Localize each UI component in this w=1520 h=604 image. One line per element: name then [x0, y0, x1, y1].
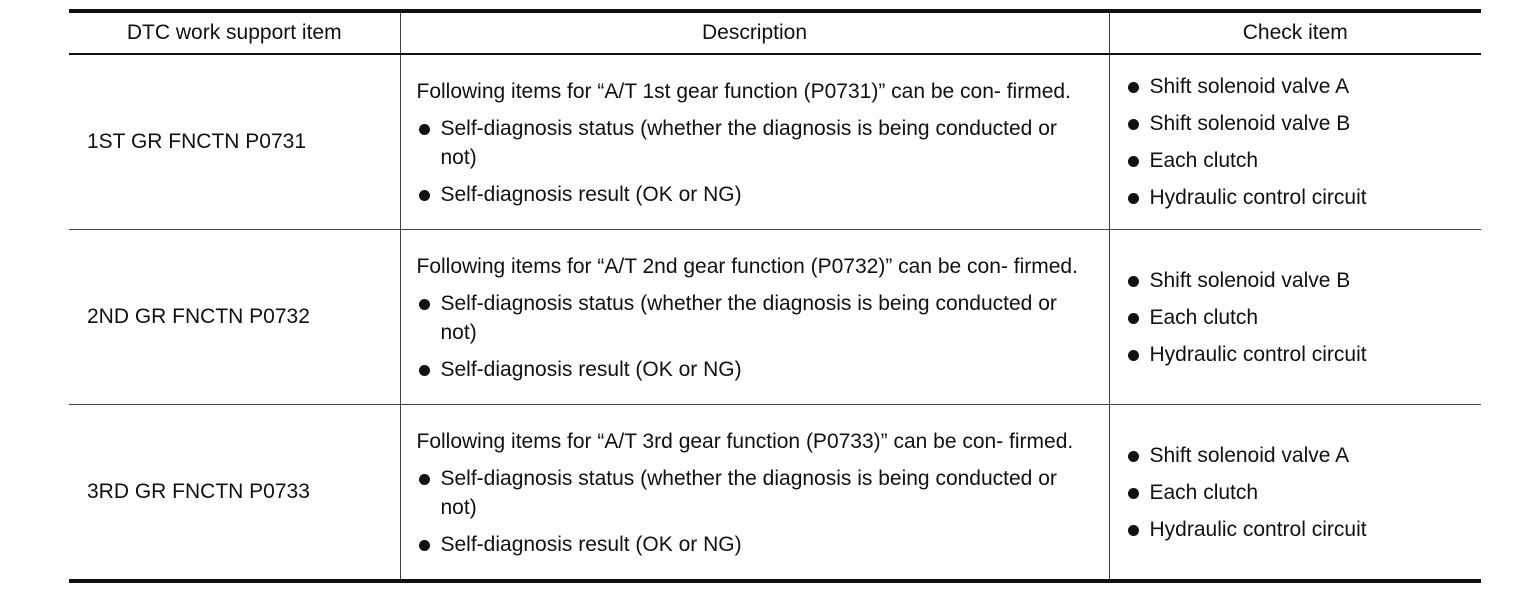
- description-cell: [400, 405, 1109, 582]
- table-header: [69, 11, 1481, 54]
- check-item: Shift solenoid valve B: [1126, 109, 1472, 138]
- check-item: Each clutch: [1126, 478, 1472, 507]
- table-row: [69, 230, 1481, 405]
- description-bullet: Self-diagnosis status (whether the diagnosis is being conducted or not): [417, 289, 1095, 347]
- check-item-cell: [1109, 405, 1481, 582]
- header-row: [69, 11, 1481, 54]
- description-cell: [400, 54, 1109, 230]
- check-item: Hydraulic control circuit: [1126, 183, 1472, 212]
- dtc-item-cell: 1ST GR FNCTN P0731: [87, 130, 307, 153]
- header-check-item: Check item: [1109, 11, 1481, 54]
- check-item-cell: [1109, 54, 1481, 230]
- check-item-list: [1126, 266, 1472, 369]
- description-bullet: Self-diagnosis result (OK or NG): [417, 355, 1095, 384]
- check-item: Each clutch: [1126, 303, 1472, 332]
- description-list: [417, 464, 1095, 559]
- description-list: [417, 289, 1095, 384]
- description-bullet: Self-diagnosis result (OK or NG): [417, 530, 1095, 559]
- dtc-work-support-table: [69, 9, 1481, 583]
- check-item: Shift solenoid valve B: [1126, 266, 1472, 295]
- check-item: Shift solenoid valve A: [1126, 72, 1472, 101]
- check-item-cell: [1109, 230, 1481, 405]
- check-item-list: [1126, 441, 1472, 544]
- description-intro: Following items for “A/T 3rd gear function (P0733)” can be con- firmed.: [416, 430, 1074, 453]
- header-description: Description: [400, 11, 1109, 54]
- check-item: Shift solenoid valve A: [1126, 441, 1472, 470]
- description-intro: Following items for “A/T 2nd gear function (P0732)” can be con- firmed.: [416, 255, 1078, 278]
- description-bullet: Self-diagnosis result (OK or NG): [417, 180, 1095, 209]
- check-item: Each clutch: [1126, 146, 1472, 175]
- description-cell: [400, 230, 1109, 405]
- description-bullet: Self-diagnosis status (whether the diagnosis is being conducted or not): [417, 114, 1095, 172]
- check-item: Hydraulic control circuit: [1126, 340, 1472, 369]
- table-body: [69, 54, 1481, 581]
- header-dtc-work-support-item: DTC work support item: [126, 21, 342, 44]
- description-bullet: Self-diagnosis status (whether the diagnosis is being conducted or not): [417, 464, 1095, 522]
- dtc-item-cell: 3RD GR FNCTN P0733: [87, 480, 310, 503]
- description-intro: Following items for “A/T 1st gear function (P0731)” can be con- firmed.: [416, 80, 1071, 103]
- check-item: Hydraulic control circuit: [1126, 515, 1472, 544]
- dtc-item-cell: 2ND GR FNCTN P0732: [87, 305, 310, 328]
- description-list: [417, 114, 1095, 209]
- table-row: [69, 54, 1481, 230]
- table-row: [69, 405, 1481, 582]
- check-item-list: [1126, 72, 1472, 212]
